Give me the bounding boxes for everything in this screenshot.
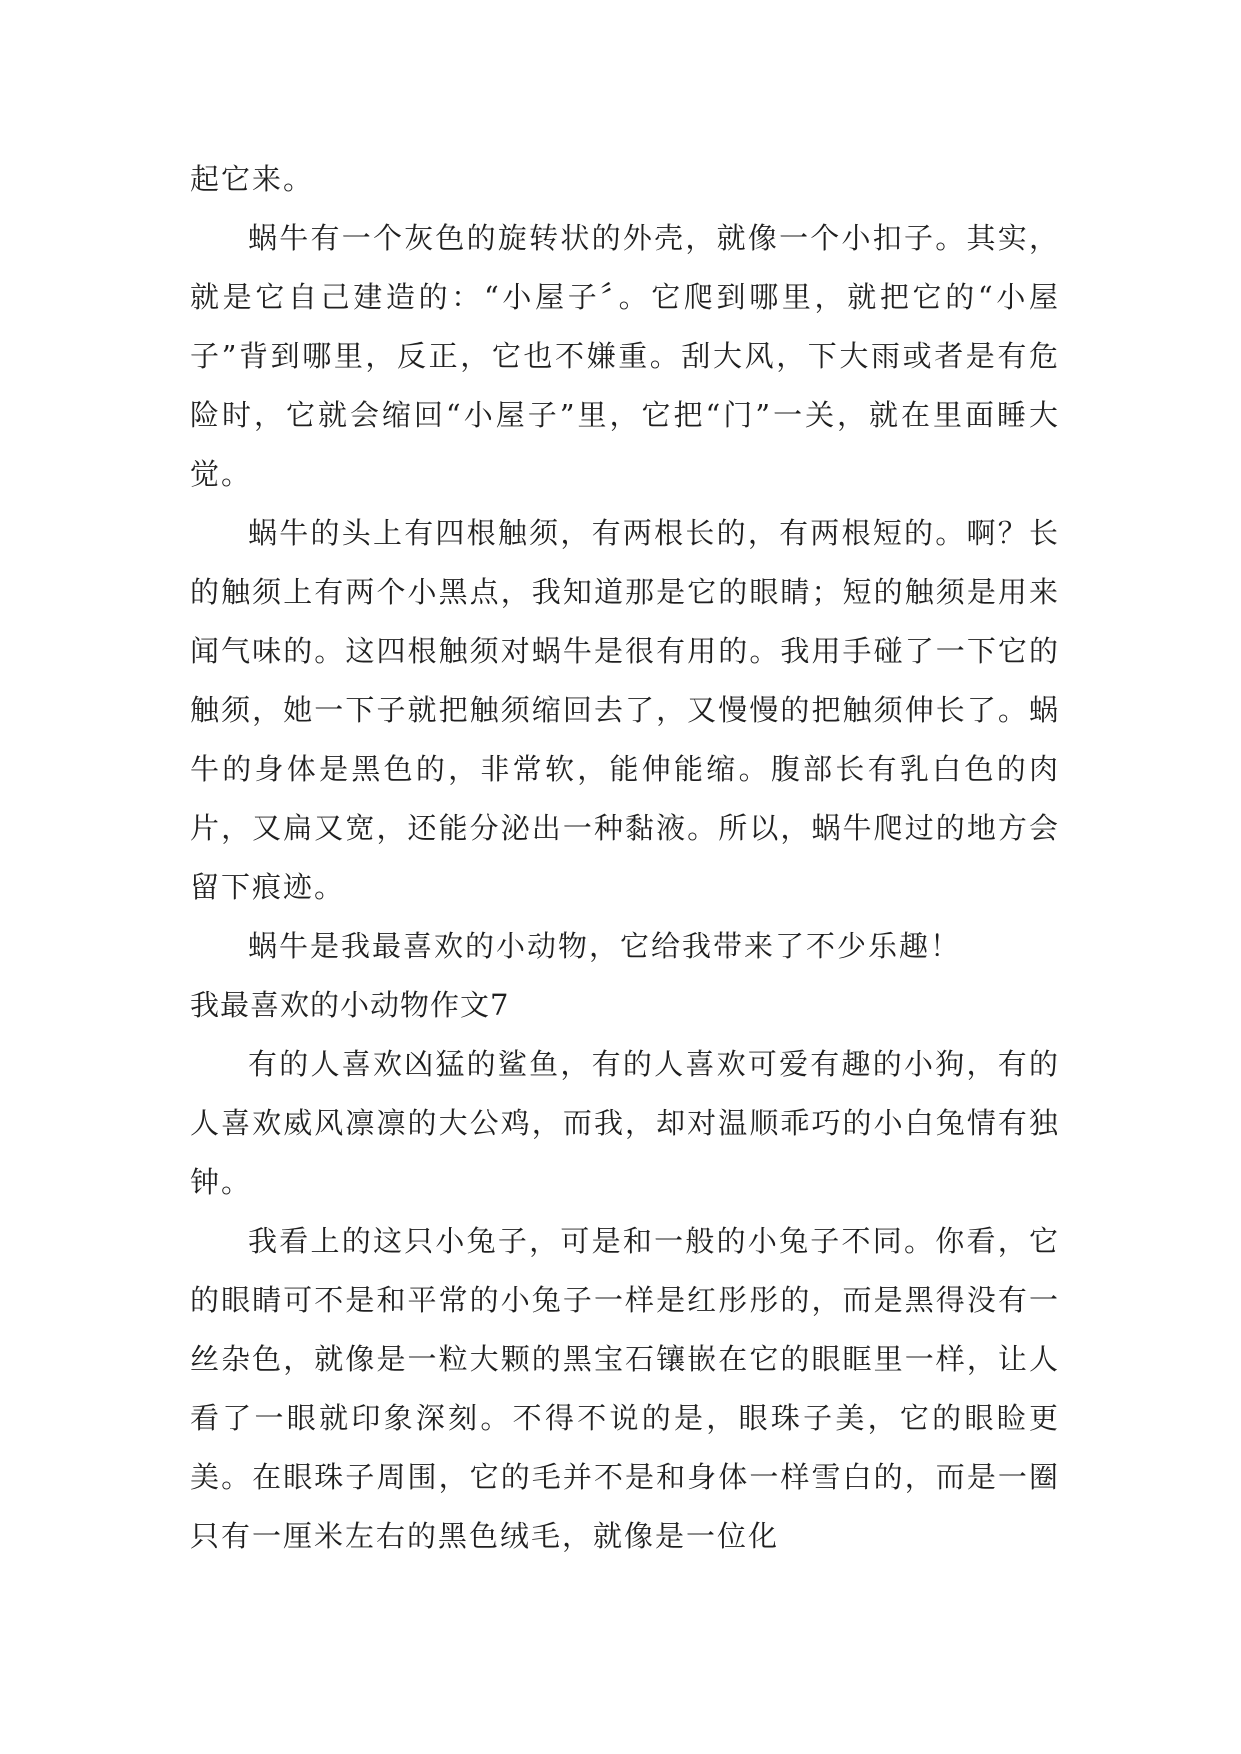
paragraph-snail-tentacles: 蜗牛的头上有四根触须，有两根长的，有两根短的。啊？长的触须上有两个小黑点，我知道那是它的眼睛；短的触须是用来闻气味的。这四根触须对蜗牛是很有用的。我用手碰了一下它的触须，她一下子就把触须缩回去了，又慢慢的把触须伸长了。蜗牛的身体是黑色的，非常软，能伸能缩。腹部长有乳白色的肉片，又扁又宽，还能分泌出一种黏液。所以，蜗牛爬过的地方会留下痕迹。 xyxy=(190,516,1060,904)
paragraph-rabbit-intro: 有的人喜欢凶猛的鲨鱼，有的人喜欢可爱有趣的小狗，有的人喜欢威风凛凛的大公鸡，而我，却对温顺乖巧的小白兔情有独钟。 xyxy=(190,1047,1060,1199)
essay-heading: 我最喜欢的小动物作文7 xyxy=(190,988,510,1022)
paragraph-continuation: 起它来。 xyxy=(190,162,315,196)
paragraph-snail-conclusion: 蜗牛是我最喜欢的小动物，它给我带来了不少乐趣！ xyxy=(248,929,962,963)
paragraph-snail-shell: 蜗牛有一个灰色的旋转状的外壳，就像一个小扣子。其实，就是它自己建造的：“小屋子〞。它爬到哪里，就把它的“小屋子”背到哪里，反正，它也不嫌重。刮大风，下大雨或者是有危险时，它就会缩回“小屋子”里，它把“门”一关，就在里面睡大觉。 xyxy=(190,221,1060,491)
document-body xyxy=(190,150,1060,1566)
paragraph-rabbit-eyes: 我看上的这只小兔子，可是和一般的小兔子不同。你看，它的眼睛可不是和平常的小兔子一样是红彤彤的，而是黑得没有一丝杂色，就像是一粒大颗的黑宝石镶嵌在它的眼眶里一样，让人看了一眼就印象深刻。不得不说的是，眼珠子美，它的眼睑更美。在眼珠子周围，它的毛并不是和身体一样雪白的，而是一圈只有一厘米左右的黑色绒毛，就像是一位化 xyxy=(190,1224,1060,1553)
